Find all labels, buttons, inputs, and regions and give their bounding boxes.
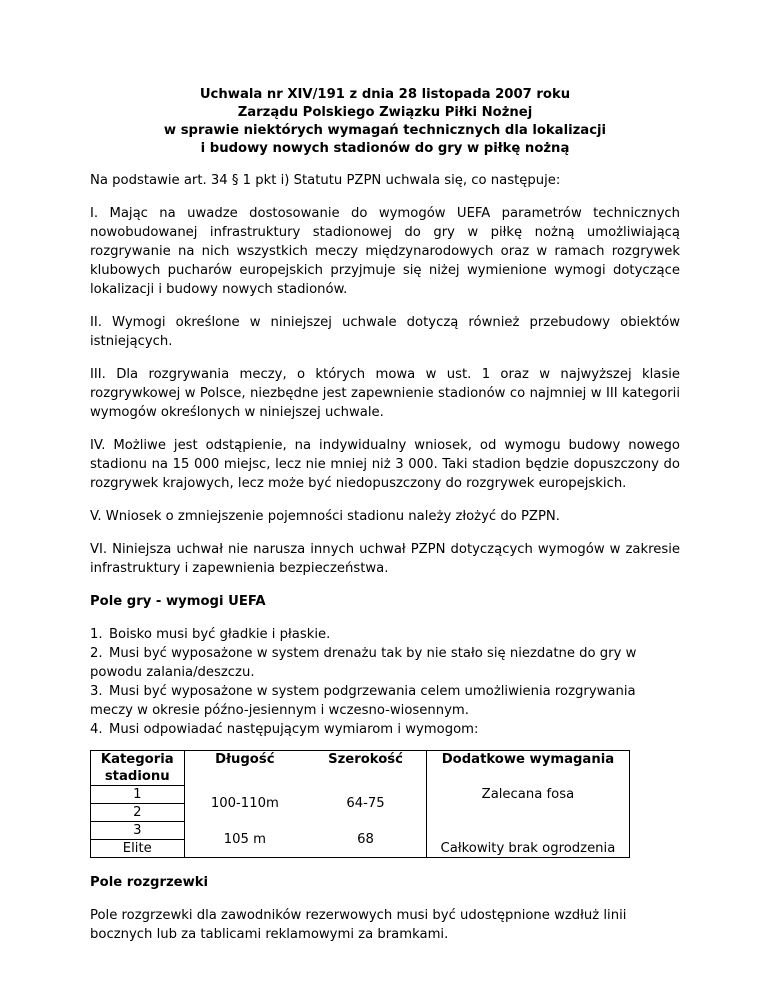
width-cell: 68: [305, 822, 426, 858]
list-item-number: 2.: [90, 646, 103, 661]
length-cell: 105 m: [184, 822, 305, 858]
title-line-4: i budowy nowych stadionów do gry w piłkę nożną: [200, 141, 570, 156]
category-cell: Elite: [91, 840, 185, 858]
category-cell: 3: [91, 822, 185, 840]
requirements-list: [90, 625, 680, 739]
list-item: [90, 625, 680, 644]
header-extra: Dodatkowe wymagania: [426, 751, 629, 786]
section-heading-pole-gry: Pole gry - wymogi UEFA: [90, 594, 266, 609]
section-heading-pole-rozgrzewki: Pole rozgrzewki: [90, 875, 209, 890]
paragraph-I: I. Mając na uwadze dostosowanie do wymogów UEFA parametrów technicznych nowobudowanej infrastruktury stadionowej do gry w piłkę nożną umożliwiającą rozgrywanie na nich wszystkich meczy międzynarodowych oraz w ramach rozgrywek klubowych pucharów europejskich przyjmuje się niżej wymienione wymogi dotyczące lokalizacji i budowy nowych stadionów.: [90, 206, 680, 297]
category-cell: 2: [91, 804, 185, 822]
intro-paragraph: Na podstawie art. 34 § 1 pkt i) Statutu PZPN uchwala się, co następuje:: [90, 173, 561, 188]
paragraph-VI: VI. Niniejsza uchwał nie narusza innych uchwał PZPN dotyczących wymogów w zakresie infrastruktury i zapewnienia bezpieczeństwa.: [90, 542, 680, 576]
list-item: [90, 720, 680, 739]
header-category: Kategoria stadionu: [91, 751, 185, 786]
extra-cell: Zalecana fosa: [426, 786, 629, 840]
list-item-text: Musi być wyposażone w system podgrzewania celem umożliwienia rozgrywania meczy w okresie późno-jesiennym i wczesno-wiosennym.: [90, 684, 636, 718]
title-line-3: w sprawie niektórych wymagań technicznych dla lokalizacji: [163, 123, 607, 138]
document-title: [90, 86, 680, 158]
list-item-number: 1.: [90, 627, 103, 642]
title-line-1: Uchwala nr XIV/191 z dnia 28 listopada 2007 roku: [199, 87, 571, 102]
header-length: Długość: [184, 751, 305, 786]
warmup-paragraph: Pole rozgrzewki dla zawodników rezerwowych musi być udostępnione wzdłuż linii bocznych lub za tablicami reklamowymi za bramkami.: [90, 908, 627, 942]
paragraph-II: II. Wymogi określone w niniejszej uchwale dotyczą również przebudowy obiektów istniejących.: [90, 315, 680, 349]
document-page: [90, 86, 680, 958]
title-line-2: Zarządu Polskiego Związku Piłki Nożnej: [237, 105, 533, 120]
list-item-number: 4.: [90, 722, 103, 737]
paragraph-III: III. Dla rozgrywania meczy, o których mowa w ust. 1 oraz w najwyższej klasie rozgrywkowej w Polsce, niezbędne jest zapewnienie stadionów co najmniej w III kategorii wymogów określonych w niniejszej uchwale.: [90, 367, 680, 420]
header-width: Szerokość: [305, 751, 426, 786]
list-item-text: Musi być wyposażone w system drenażu tak by nie stało się niezdatne do gry w powodu zalania/deszczu.: [90, 646, 637, 680]
paragraph-IV: IV. Możliwe jest odstąpienie, na indywidualny wniosek, od wymogu budowy nowego stadionu na 15 000 miejsc, lecz nie mniej niż 3 000. Taki stadion będzie dopuszczony do rozgrywek krajowych, lecz może być niedopuszczony do rozgrywek europejskich.: [90, 438, 680, 491]
table-row: [91, 786, 630, 804]
pitch-requirements-table: [90, 750, 630, 858]
list-item-number: 3.: [90, 684, 103, 699]
length-cell: 100-110m: [210, 796, 279, 811]
width-cell: 64-75: [346, 796, 385, 811]
list-item: [90, 644, 680, 682]
list-item-text: Boisko musi być gładkie i płaskie.: [109, 627, 331, 642]
extra-cell: Całkowity brak ogrodzenia: [426, 840, 629, 858]
category-cell: 1: [91, 786, 185, 804]
paragraph-V: V. Wniosek o zmniejszenie pojemności stadionu należy złożyć do PZPN.: [90, 509, 560, 524]
list-item: [90, 682, 680, 720]
list-item-text: Musi odpowiadać następującym wymiarom i wymogom:: [109, 722, 479, 737]
table-header-row: [91, 751, 630, 786]
